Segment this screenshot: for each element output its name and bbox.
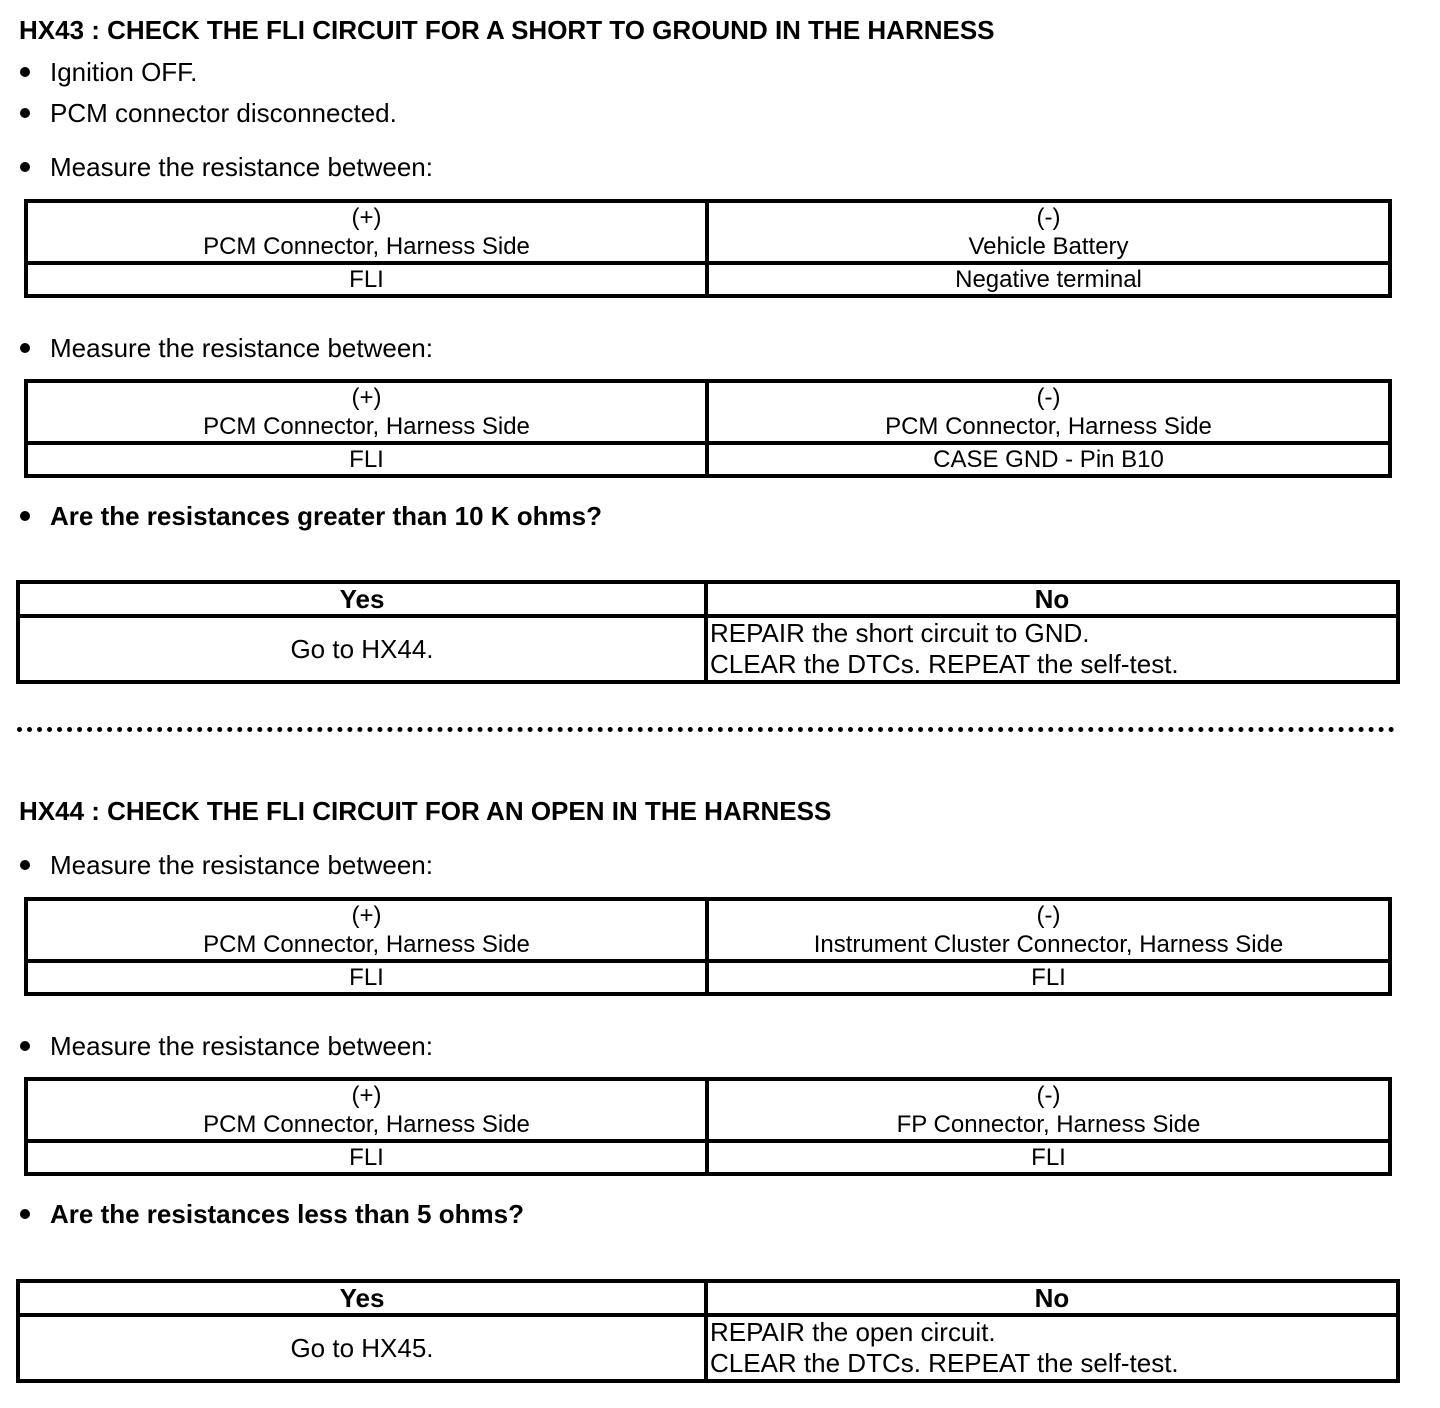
hx43-measure2-label	[20, 335, 433, 361]
question-text: Are the resistances greater than 10 K ohms?	[50, 501, 602, 531]
bullet-dot	[20, 1041, 30, 1051]
minus-sign: (-)	[1036, 1082, 1061, 1109]
minus-header-cell	[707, 201, 1390, 263]
question-text: Are the resistances less than 5 ohms?	[50, 1199, 524, 1229]
plus-header-cell	[26, 381, 707, 443]
hx43-title: HX43 : CHECK THE FLI CIRCUIT FOR A SHORT TO GROUND IN THE HARNESS	[19, 15, 995, 45]
minus-sign: (-)	[1036, 384, 1061, 411]
minus-header-cell	[707, 381, 1390, 443]
plus-header: PCM Connector, Harness Side	[203, 233, 530, 260]
yes-header: Yes	[18, 582, 706, 616]
minus-header: Instrument Cluster Connector, Harness Side	[813, 931, 1284, 958]
plus-header: PCM Connector, Harness Side	[203, 1111, 530, 1138]
no-action-line2: CLEAR the DTCs. REPEAT the self-test.	[710, 1348, 1179, 1378]
minus-header-cell	[707, 1079, 1390, 1141]
bullet-text: PCM connector disconnected.	[50, 98, 397, 128]
no-action-line1: REPAIR the open circuit.	[710, 1317, 996, 1347]
plus-value: FLI	[26, 1141, 707, 1174]
section-divider	[17, 727, 1395, 732]
hx44-measure2-table	[24, 1077, 1392, 1176]
no-header: No	[706, 1281, 1398, 1315]
minus-sign: (-)	[1036, 204, 1061, 231]
plus-header-cell	[26, 1079, 707, 1141]
bullet-dot	[20, 1209, 30, 1219]
yes-action: Go to HX45.	[18, 1315, 706, 1381]
hx44-measure1-table	[24, 897, 1392, 996]
bullet-dot	[20, 343, 30, 353]
hx43-measure1-table	[24, 199, 1392, 298]
yes-header: Yes	[18, 1281, 706, 1315]
hx43-result-table	[16, 580, 1400, 684]
no-action-line2: CLEAR the DTCs. REPEAT the self-test.	[710, 649, 1179, 679]
bullet-pcm-disconnected	[20, 100, 397, 126]
plus-header-cell	[26, 201, 707, 263]
minus-value: FLI	[707, 961, 1390, 994]
plus-sign: (+)	[351, 1082, 382, 1109]
plus-sign: (+)	[351, 902, 382, 929]
no-action	[706, 616, 1398, 682]
plus-header-cell	[26, 899, 707, 961]
bullet-text: Measure the resistance between:	[50, 850, 433, 880]
hx43-measure1-label	[20, 154, 433, 180]
hx44-question	[20, 1201, 524, 1227]
hx43-question	[20, 503, 602, 529]
minus-sign: (-)	[1036, 902, 1061, 929]
hx44-measure2-label	[20, 1033, 433, 1059]
plus-sign: (+)	[351, 384, 382, 411]
bullet-dot	[20, 860, 30, 870]
plus-value: FLI	[26, 961, 707, 994]
plus-header: PCM Connector, Harness Side	[203, 931, 530, 958]
bullet-text: Measure the resistance between:	[50, 152, 433, 182]
bullet-text: Ignition OFF.	[50, 57, 198, 87]
minus-value: Negative terminal	[707, 263, 1390, 296]
bullet-text: Measure the resistance between:	[50, 1031, 433, 1061]
bullet-ignition-off	[20, 59, 197, 85]
hx44-result-table	[16, 1279, 1400, 1383]
minus-header: Vehicle Battery	[968, 233, 1129, 260]
hx44-title: HX44 : CHECK THE FLI CIRCUIT FOR AN OPEN IN THE HARNESS	[19, 796, 832, 826]
minus-value: CASE GND - Pin B10	[707, 443, 1390, 476]
minus-header: FP Connector, Harness Side	[896, 1111, 1201, 1138]
bullet-dot	[20, 108, 30, 118]
plus-sign: (+)	[351, 204, 382, 231]
no-action-line1: REPAIR the short circuit to GND.	[710, 618, 1090, 648]
minus-header-cell	[707, 899, 1390, 961]
no-action	[706, 1315, 1398, 1381]
minus-header: PCM Connector, Harness Side	[885, 413, 1212, 440]
no-header: No	[706, 582, 1398, 616]
hx43-measure2-table	[24, 379, 1392, 478]
bullet-dot	[20, 67, 30, 77]
bullet-dot	[20, 511, 30, 521]
plus-value: FLI	[26, 443, 707, 476]
minus-value: FLI	[707, 1141, 1390, 1174]
plus-header: PCM Connector, Harness Side	[203, 413, 530, 440]
yes-action: Go to HX44.	[18, 616, 706, 682]
plus-value: FLI	[26, 263, 707, 296]
bullet-text: Measure the resistance between:	[50, 333, 433, 363]
hx44-measure1-label	[20, 852, 433, 878]
bullet-dot	[20, 162, 30, 172]
